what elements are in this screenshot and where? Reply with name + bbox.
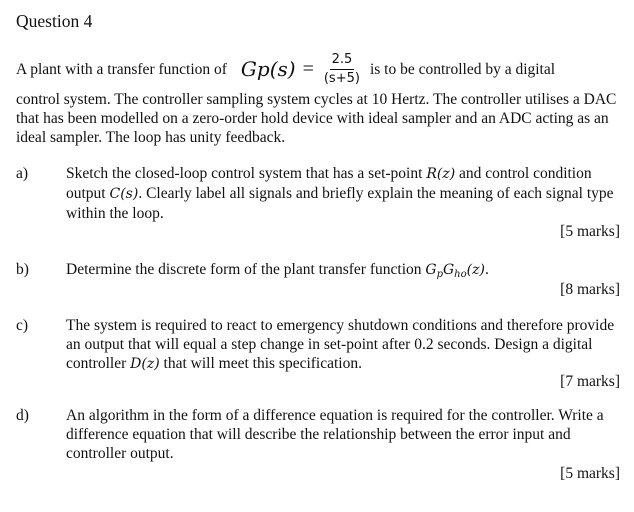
part-b-math-g1: G — [425, 262, 437, 278]
intro-after-text: is to be controlled by a digital — [369, 60, 556, 78]
transfer-function-fraction — [322, 52, 362, 87]
part-a-label: a) — [16, 165, 29, 182]
part-b-label: b) — [16, 261, 29, 278]
part-b-math-arg: (z) — [466, 262, 485, 278]
tf-denominator: (s+5) — [323, 70, 360, 86]
part-a-text-1: Sketch the closed-loop control system that has a set-point — [66, 165, 427, 182]
part-b-math-sub-p: p — [436, 269, 443, 280]
part-a-math-setpoint: R(z) — [426, 166, 456, 182]
intro-lead-text: A plant with a transfer function of — [16, 60, 227, 78]
part-a-text-3: . Clearly label all signals and briefly explain the meaning of each signal type within the loop. — [66, 185, 614, 222]
part-a-marks: [5 marks] — [560, 223, 620, 240]
part-c-text-1: The system is required to react to emergency shutdown conditions and therefore provide an output that will equal a step change in set-point after 0.2 seconds. Design a digital controller — [66, 317, 615, 372]
part-c-label: c) — [16, 317, 29, 334]
intro-rest-text: control system. The controller sampling system cycles at 10 Hertz. The controller utilises a DAC that has been modelled on a zero-order hold device with ideal sampler and an ADC acting as an ideal sampler. The loop has unity feedback. — [16, 91, 617, 146]
part-c-math-controller: D(z) — [130, 356, 160, 372]
part-b-marks: [8 marks] — [560, 281, 620, 298]
intro-first-line — [16, 46, 622, 92]
part-c-marks: [7 marks] — [560, 373, 620, 390]
question-heading: Question 4 — [16, 11, 93, 31]
part-b-text-2: . — [484, 261, 489, 278]
part-b-text-1: Determine the discrete form of the plant transfer function — [66, 261, 426, 278]
part-b-math-g2: G — [442, 262, 455, 278]
part-d-marks: [5 marks] — [560, 465, 620, 482]
part-c-text-2: that will meet this specification. — [159, 355, 362, 372]
part-d-label: d) — [16, 407, 29, 424]
part-d-text: An algorithm in the form of a difference equation is required for the controller. Write a difference equation that will describe the relationship between the error input and controller output. — [66, 407, 604, 462]
part-c-text — [66, 316, 622, 374]
question-intro — [16, 46, 622, 147]
part-b-text — [66, 260, 622, 284]
equals-sign: = — [302, 57, 314, 80]
transfer-function-name: Gp(s) — [240, 56, 296, 81]
part-b-math-sub-ho: ho — [454, 269, 467, 280]
part-a-text-2: and control condition output — [66, 165, 592, 202]
part-a-text — [66, 164, 622, 223]
tf-numerator: 2.5 — [330, 52, 355, 70]
part-a-math-output: C(s) — [109, 186, 139, 202]
